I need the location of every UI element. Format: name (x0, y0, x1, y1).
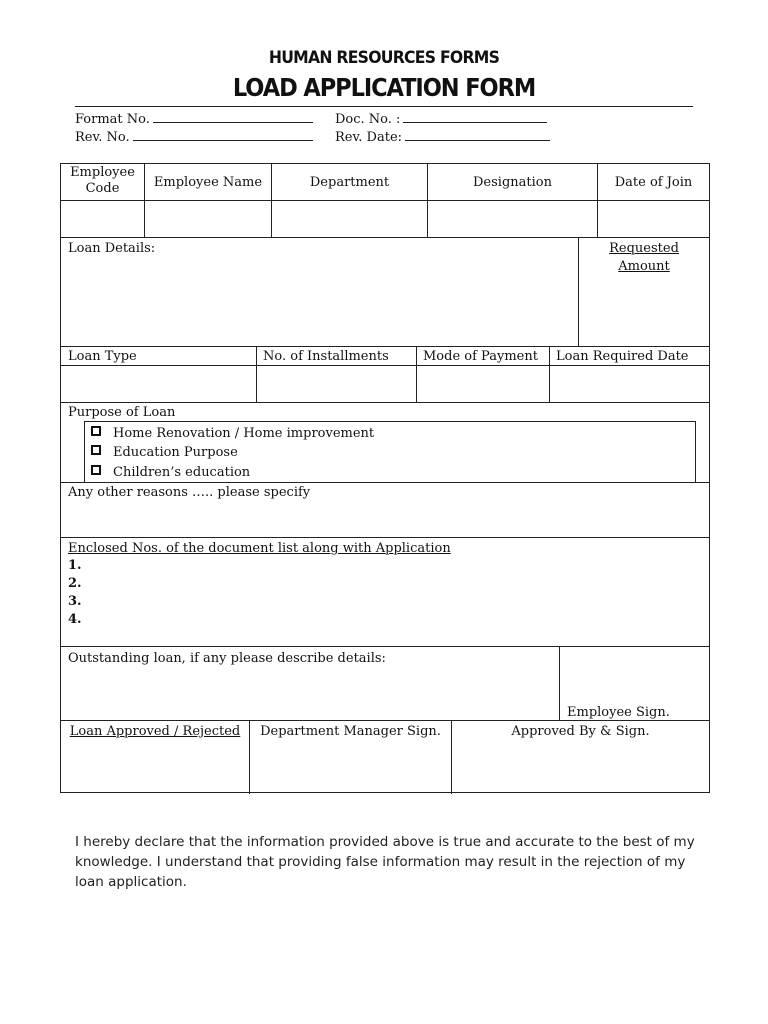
outstanding-loan-label: Outstanding loan, if any please describe details: (68, 651, 386, 666)
doc-no-label: Doc. No. : (335, 112, 401, 127)
loan-details-input[interactable] (61, 259, 577, 345)
date-of-join-input[interactable] (598, 201, 709, 237)
requested-amount-label: Requested Amount (609, 241, 679, 274)
purpose-option-label: Home Renovation / Home improvement (113, 426, 375, 441)
header-date-of-join: Date of Join (614, 175, 693, 190)
form-main-title: LOAD APPLICATION FORM (232, 73, 536, 102)
header-employee-code: Employee Code (70, 165, 135, 196)
loan-approved-rejected-label: Loan Approved / Rejected (69, 724, 241, 739)
loan-type-label: Loan Type (68, 349, 137, 364)
rev-date-label: Rev. Date: (335, 130, 403, 145)
purpose-option-label: Education Purpose (113, 445, 238, 460)
installments-label: No. of Installments (263, 349, 389, 364)
dept-manager-sign-input[interactable] (250, 742, 450, 792)
loan-type-input[interactable] (61, 366, 256, 402)
designation-input[interactable] (428, 201, 597, 237)
header-divider (75, 106, 693, 107)
dept-manager-sign-label: Department Manager Sign. (260, 724, 441, 739)
purpose-option-label: Children’s education (113, 465, 251, 480)
document-item[interactable]: 4. (68, 612, 82, 627)
approved-by-sign-input[interactable] (452, 742, 709, 792)
checkbox-icon[interactable] (91, 426, 101, 436)
checkbox-icon[interactable] (91, 465, 101, 475)
header-designation: Designation (473, 175, 552, 190)
other-reasons-input[interactable] (61, 502, 709, 537)
purpose-of-loan-label: Purpose of Loan (68, 405, 176, 420)
rev-no-field[interactable] (75, 128, 313, 145)
declaration-text: I hereby declare that the information provided above is true and accurate to the best of my knowledge. I understand that providing false information may result in the rejection of my loan application. (75, 834, 695, 890)
doc-no-field[interactable] (335, 110, 547, 127)
employee-code-input[interactable] (61, 201, 144, 237)
employee-name-input[interactable] (145, 201, 271, 237)
header-department: Department (309, 175, 390, 190)
format-no-field[interactable] (75, 110, 313, 127)
other-reasons-label: Any other reasons ….. please specify (68, 485, 311, 500)
rev-date-field[interactable] (335, 128, 550, 145)
installments-input[interactable] (257, 366, 416, 402)
department-input[interactable] (272, 201, 427, 237)
approved-by-sign-label: Approved By & Sign. (511, 724, 650, 739)
form-category-title: HUMAN RESOURCES FORMS (268, 48, 500, 68)
mode-of-payment-label: Mode of Payment (423, 349, 538, 364)
mode-of-payment-input[interactable] (417, 366, 549, 402)
header-employee-name: Employee Name (153, 175, 263, 190)
loan-approved-rejected-input[interactable] (61, 742, 248, 792)
rev-no-label: Rev. No. (75, 130, 130, 145)
enclosed-documents-label: Enclosed Nos. of the document list along with Application (68, 541, 451, 556)
employee-sign-label: Employee Sign. (567, 705, 670, 720)
loan-application-form (60, 163, 710, 793)
loan-details-label: Loan Details: (68, 241, 156, 256)
document-item[interactable]: 2. (68, 576, 82, 591)
requested-amount-input[interactable] (579, 276, 709, 345)
outstanding-loan-input[interactable] (61, 669, 558, 720)
checkbox-icon[interactable] (91, 445, 101, 455)
loan-required-date-input[interactable] (550, 366, 709, 402)
format-no-label: Format No. (75, 112, 150, 127)
document-item[interactable]: 3. (68, 594, 82, 609)
loan-required-date-label: Loan Required Date (556, 349, 689, 364)
document-item[interactable]: 1. (68, 558, 82, 573)
